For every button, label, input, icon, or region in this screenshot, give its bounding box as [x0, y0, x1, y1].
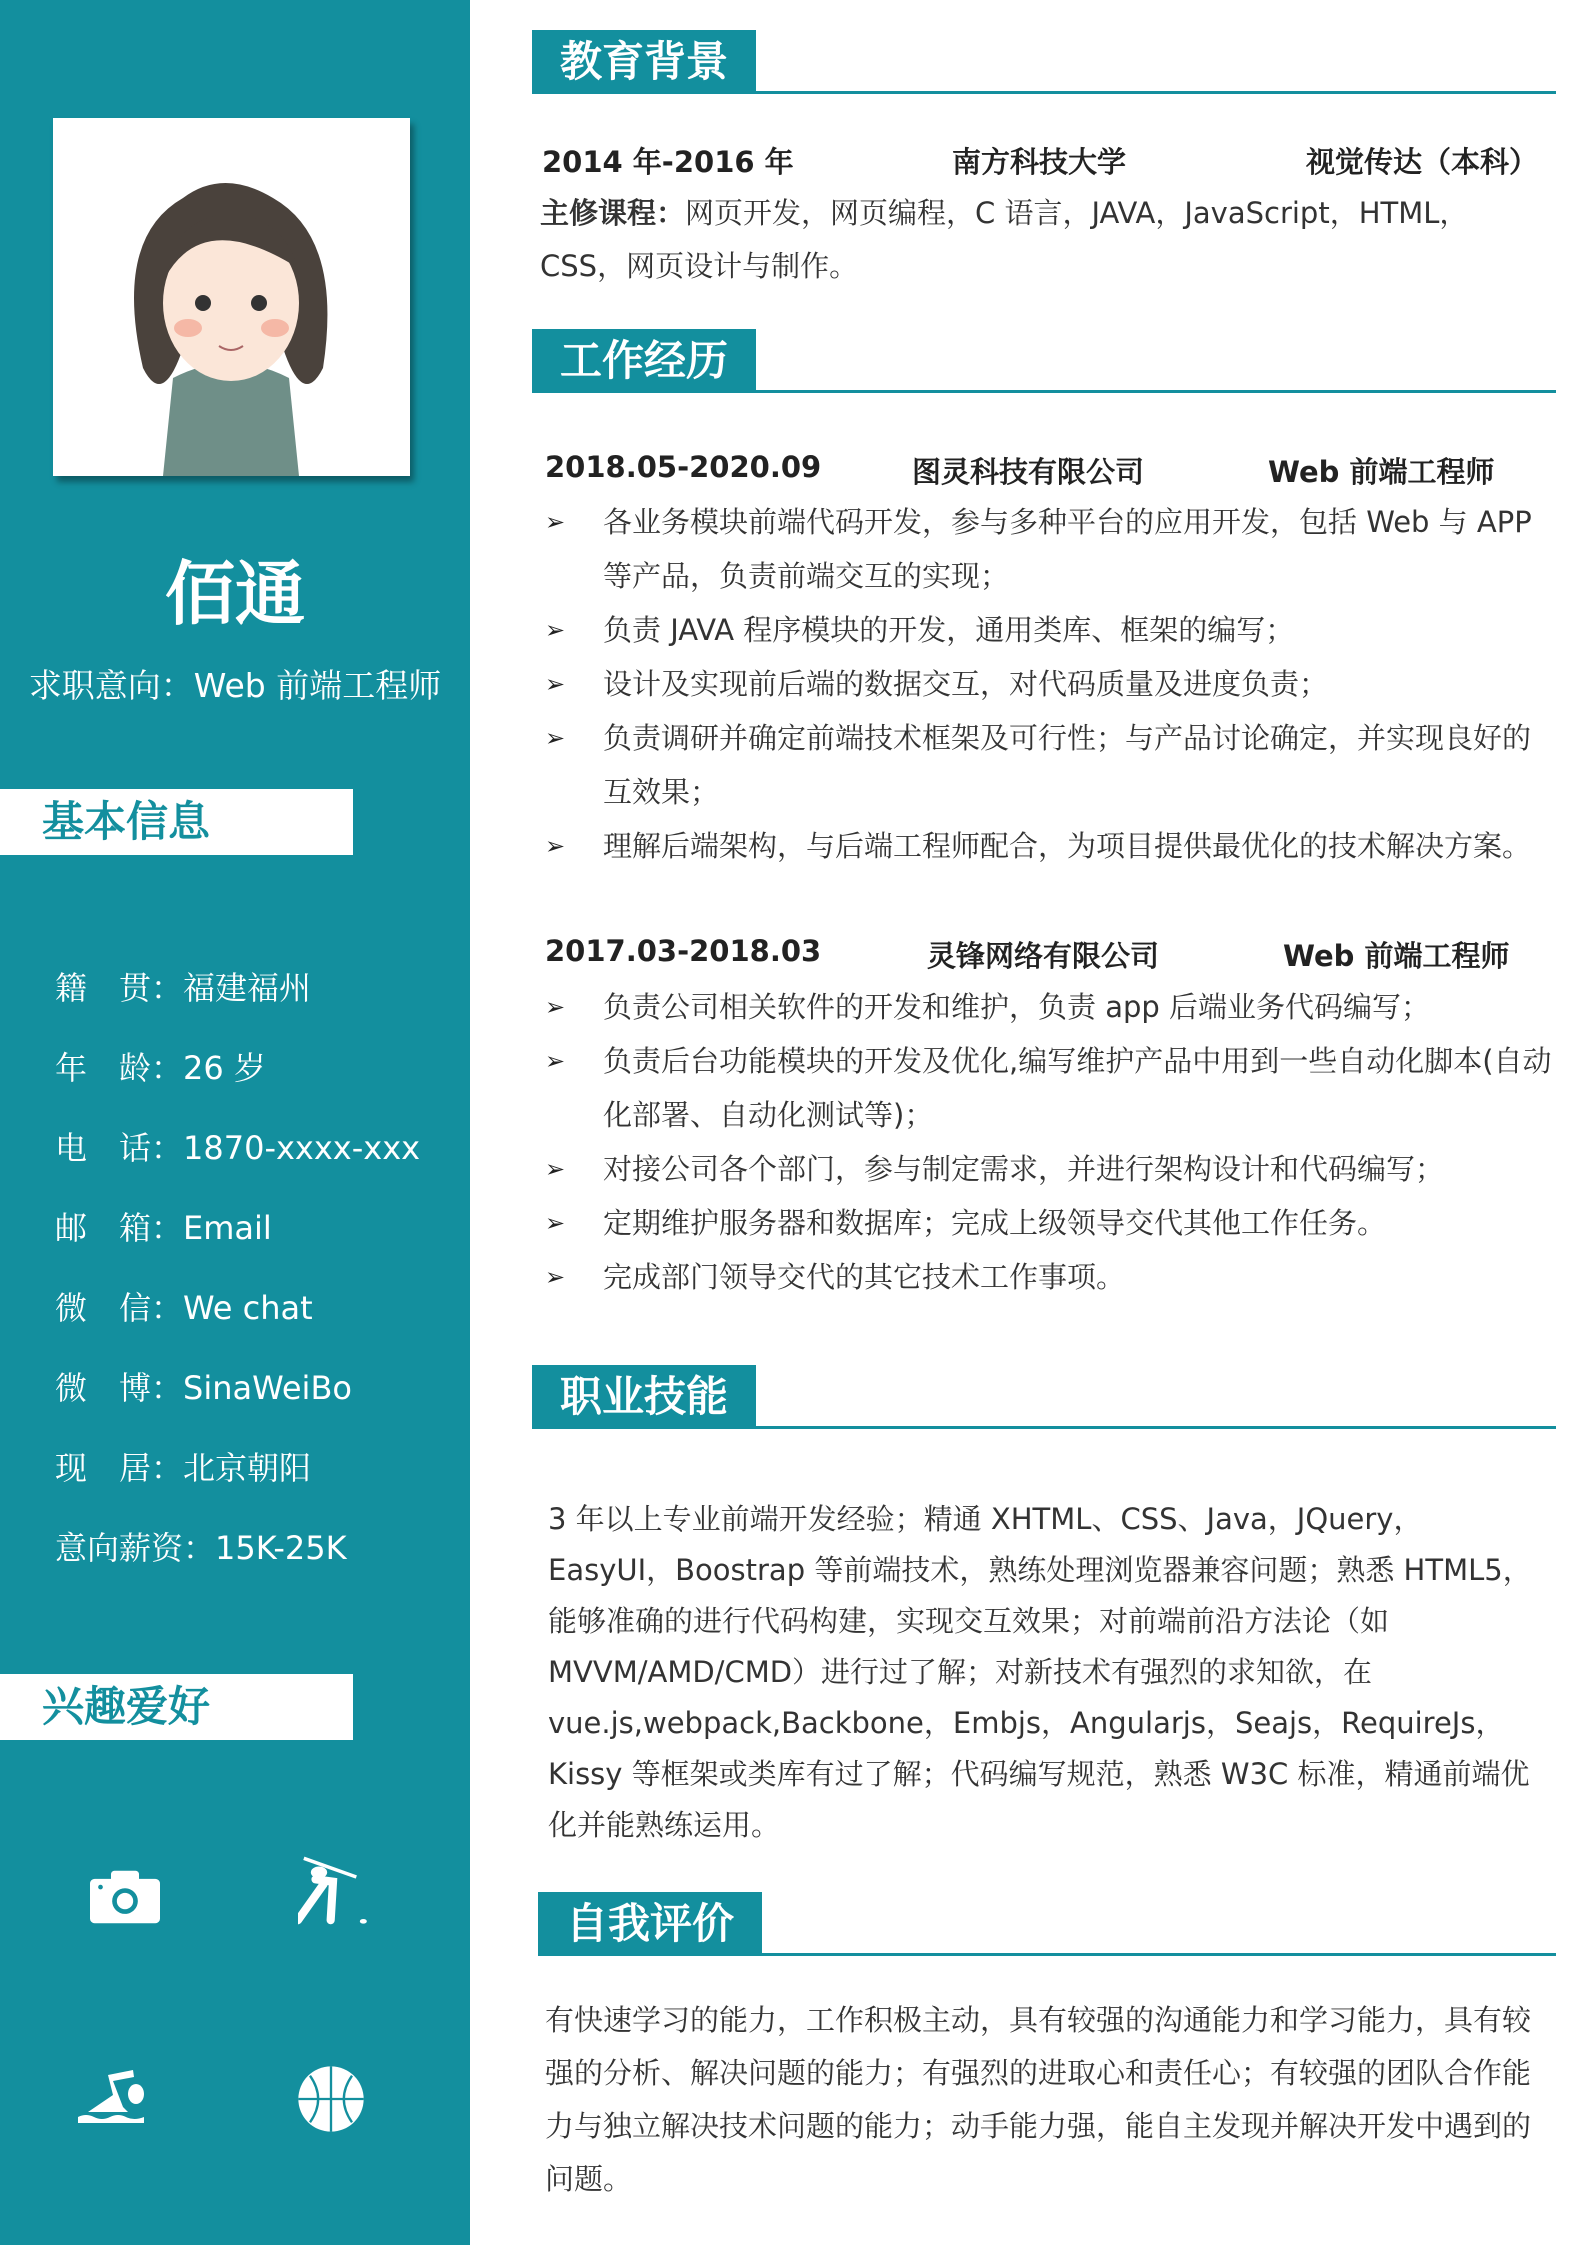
duty-item: ➢ 理解后端架构，与后端工程师配合，为项目提供最优化的技术解决方案。 — [545, 819, 1555, 873]
job-intent: 求职意向：Web 前端工程师 — [28, 666, 442, 705]
job1-company: 图灵科技有限公司 — [912, 455, 1145, 489]
edu-period: 2014 年-2016 年 — [542, 145, 794, 179]
job2-duties — [545, 980, 1555, 1304]
sidebar — [0, 0, 470, 2245]
job1-duties — [545, 495, 1555, 873]
info-phone: 电 话：1870-xxxx-xxx — [55, 1129, 421, 1167]
swimming-icon — [78, 2062, 148, 2132]
info-email: 邮 箱：Email — [55, 1209, 272, 1247]
basic-info-heading: 基本信息 — [0, 789, 353, 855]
duty-item: ➢ 定期维护服务器和数据库；完成上级领导交代其他工作任务。 — [545, 1196, 1555, 1250]
self-eval-text: 有快速学习的能力，工作积极主动，具有较强的沟通能力和学习能力，具有较强的分析、解决问题的能力；有强烈的进取心和责任心；有较强的团队合作能力与独立解决技术问题的能力；动手能力强，能自主发现并解决开发中遇到的问题。 — [545, 2003, 1532, 2196]
basketball-icon — [296, 2064, 366, 2134]
duty-item: ➢ 各业务模块前端代码开发，参与多种平台的应用开发，包括 Web 与 APP 等产品，负责前端交互的实现； — [545, 495, 1555, 603]
work-heading: 工作经历 — [532, 329, 756, 393]
work-section-header — [532, 329, 1556, 393]
courses-label: 主修课程： — [540, 196, 686, 230]
avatar-illustration — [53, 118, 410, 476]
info-salary: 意向薪资：15K-25K — [55, 1529, 347, 1567]
duty-item: ➢ 负责公司相关软件的开发和维护，负责 app 后端业务代码编写； — [545, 980, 1555, 1034]
self-eval-section-header — [538, 1892, 1556, 1956]
edu-courses: 主修课程：网页开发，网页编程，C 语言，JAVA，JavaScript，HTML，CSS，网页设计与制作。 — [540, 196, 1469, 283]
self-eval-heading: 自我评价 — [538, 1892, 762, 1956]
duty-item: ➢ 负责 JAVA 程序模块的开发，通用类库、框架的编写； — [545, 603, 1555, 657]
skills-text: 3 年以上专业前端开发经验；精通 XHTML、CSS、Java，JQuery，EasyUI，Boostrap 等前端技术，熟练处理浏览器兼容问题；熟悉 HTML5，能够准确的进行代码构建，实现交互效果；对前端前沿方法论（如 MVVM/AMD/CMD）进行过了解；对新技术有强烈的求知欲，在 vue.js,webpack,Backbone，Embjs，Angularjs，Seajs，RequireJs，Kissy 等框架或类库有过了解；代码编写规范，熟悉 W3C 标准，精通前端优化并能熟练运用。 — [548, 1502, 1532, 1842]
info-residence: 现 居：北京朝阳 — [55, 1449, 312, 1487]
job1-role: Web 前端工程师 — [1268, 455, 1495, 489]
duty-item: ➢ 对接公司各个部门，参与制定需求，并进行架构设计和代码编写； — [545, 1142, 1555, 1196]
info-weibo: 微 博：SinaWeiBo — [55, 1369, 352, 1407]
edu-major: 视觉传达（本科） — [1306, 145, 1539, 179]
job2-company: 灵锋网络有限公司 — [927, 939, 1160, 973]
education-heading: 教育背景 — [532, 30, 756, 94]
education-section-header — [532, 30, 1556, 94]
job2-role: Web 前端工程师 — [1283, 939, 1510, 973]
skills-section-header — [532, 1365, 1556, 1429]
job1-period: 2018.05-2020.09 — [545, 450, 822, 484]
info-wechat: 微 信：We chat — [55, 1289, 313, 1327]
skills-heading: 职业技能 — [532, 1365, 756, 1429]
camera-icon — [90, 1862, 160, 1932]
duty-item: ➢ 完成部门领导交代的其它技术工作事项。 — [545, 1250, 1555, 1304]
duty-item: ➢ 负责调研并确定前端技术框架及可行性；与产品讨论确定，并实现良好的互效果； — [545, 711, 1555, 819]
hobbies-heading: 兴趣爱好 — [0, 1674, 353, 1740]
info-age: 年 龄：26 岁 — [55, 1049, 266, 1087]
job2-period: 2017.03-2018.03 — [545, 934, 822, 968]
golf-icon — [298, 1856, 368, 1926]
avatar-photo — [53, 118, 410, 476]
duty-item: ➢ 负责后台功能模块的开发及优化,编写维护产品中用到一些自动化脚本(自动化部署、自动化测试等)； — [545, 1034, 1555, 1142]
duty-item: ➢ 设计及实现前后端的数据交互，对代码质量及进度负责； — [545, 657, 1555, 711]
edu-school: 南方科技大学 — [952, 145, 1127, 179]
info-hometown: 籍 贯：福建福州 — [55, 969, 312, 1007]
candidate-name: 佰通 — [165, 553, 305, 635]
